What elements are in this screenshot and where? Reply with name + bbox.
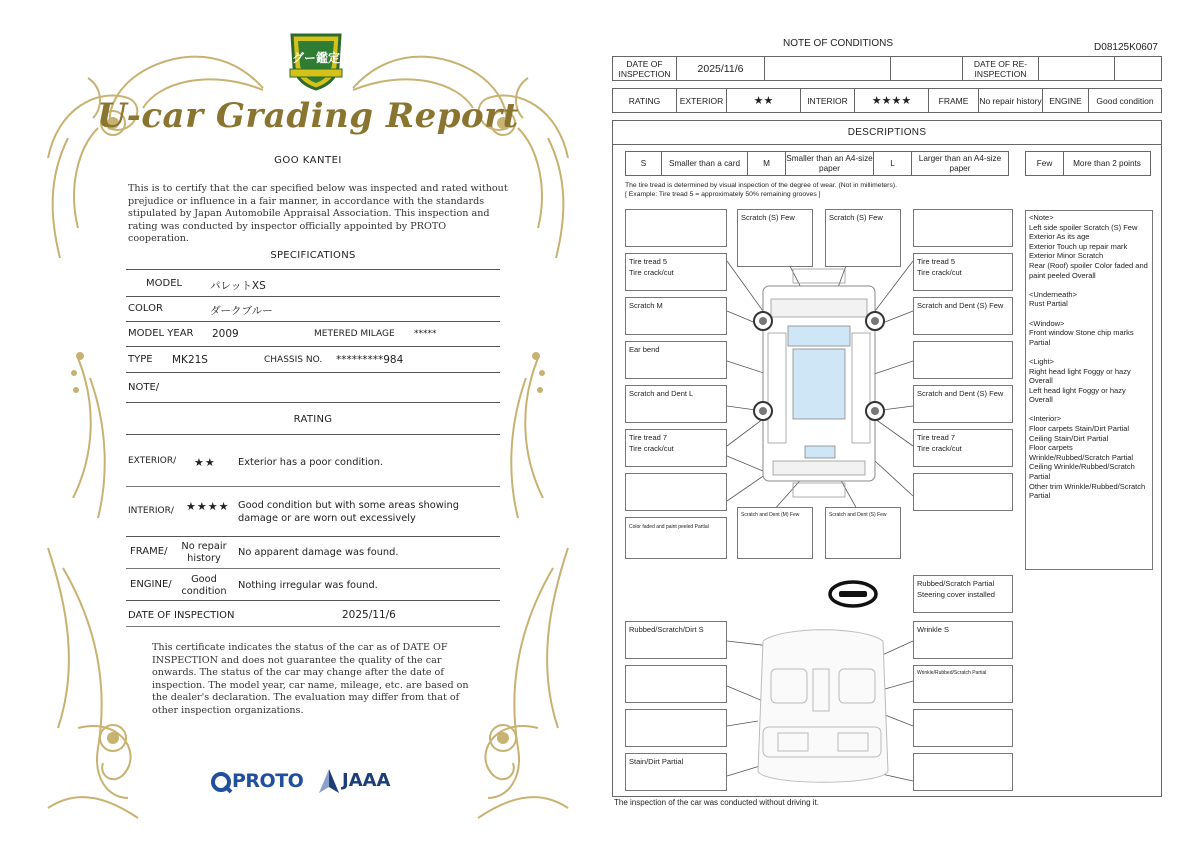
jaaa-logo-icon xyxy=(318,768,340,794)
interior-label: INTERIOR xyxy=(801,89,855,112)
proto-logo-icon xyxy=(210,771,234,795)
chassis-value: *********984 xyxy=(336,354,404,366)
rating-row xyxy=(612,88,1162,113)
divider xyxy=(126,321,500,322)
exterior-stars: ★★ xyxy=(194,456,216,469)
left-rear-tire-note: Tire tread 7 Tire crack/cut xyxy=(625,429,727,467)
divider xyxy=(126,372,500,373)
key-m: M xyxy=(748,152,786,175)
key-s: S xyxy=(626,152,662,175)
descriptions-heading: DESCRIPTIONS xyxy=(613,121,1161,145)
rear-scratch-dent-s-note: Scratch and Dent (S) Few xyxy=(825,507,901,559)
divider xyxy=(126,434,500,435)
engine-label: ENGINE xyxy=(1043,89,1089,112)
model-year-value: 2009 xyxy=(212,328,239,340)
blank-cell xyxy=(765,57,891,80)
diagram-box-empty xyxy=(625,473,727,511)
divider xyxy=(126,402,500,403)
certificate-subtitle: GOO KANTEI xyxy=(274,155,342,166)
inspection-dates-row xyxy=(612,56,1162,81)
interior-stain-note: Stain/Dirt Partial xyxy=(625,753,727,791)
engine-description: Nothing irregular was found. xyxy=(238,580,378,591)
note-general: <Note> Left side spoiler Scratch (S) Few Exterior As its age Exterior Touch up repair mark Exterior Minor Scratch Rear (Roof) spoiler Color faded and paint peeled Overall xyxy=(1029,213,1148,280)
divider xyxy=(126,626,500,627)
left-color-faded-note: Color faded and paint peeled Partial xyxy=(625,517,727,559)
divider xyxy=(126,536,500,537)
right-rear-tire-note: Tire tread 7 Tire crack/cut xyxy=(913,429,1013,467)
interior-rubbed-note: Rubbed/Scratch/Dirt S xyxy=(625,621,727,659)
rear-scratch-dent-m-note: Scratch and Dent (M) Few xyxy=(737,507,813,559)
note-window: <Window> Front window Stone chip marks Partial xyxy=(1029,318,1134,347)
divider xyxy=(126,296,500,297)
date-of-inspection-label: DATE OF INSPECTION xyxy=(128,610,235,621)
left-scratch-dent-note: Scratch and Dent L xyxy=(625,385,727,423)
engine-value: Good condition xyxy=(1096,95,1154,106)
front-left-note: Scratch (S) Few xyxy=(737,209,813,267)
left-scratch-note: Scratch M xyxy=(625,297,727,335)
diagram-box-empty xyxy=(913,209,1013,247)
car-top-view-icon xyxy=(754,269,884,497)
rating-label: RATING xyxy=(613,89,677,112)
exterior-stars: ★★ xyxy=(727,89,801,112)
diagram-box-empty xyxy=(913,709,1013,747)
interior-stars: ★★★★ xyxy=(186,500,230,513)
exterior-label: EXTERIOR/ xyxy=(128,456,177,466)
certificate-intro: This is to certify that the car specified below was inspected and rated without prejudice or influence in a fair manner, in accordance with the standards stipulated by Japan Automobile Appraisal Association. This inspection and rating was conducted by inspector officially appointed by PROTO cooperation. xyxy=(128,183,508,244)
rating-heading: RATING xyxy=(293,414,333,425)
date-of-inspection-value: 2025/11/6 xyxy=(342,609,396,621)
date-of-inspection-label: DATE OF INSPECTION xyxy=(613,57,677,80)
chassis-label: CHASSIS NO. xyxy=(264,355,323,365)
blank-cell xyxy=(1039,57,1115,80)
frame-value: No repair history xyxy=(181,541,227,564)
tread-note-line-1: The tire tread is determined by visual inspection of the degree of wear. (Not in millimeters). xyxy=(625,182,897,189)
date-of-inspection-value: 2025/11/6 xyxy=(677,57,765,80)
model-year-label: MODEL YEAR xyxy=(128,328,194,339)
note-light: <Light> Right head light Foggy or hazy Overall Left head light Foggy or hazy Overall xyxy=(1029,356,1131,405)
right-scratch-dent-note: Scratch and Dent (S) Few xyxy=(913,297,1013,335)
divider xyxy=(126,269,500,270)
proto-logo: PROTO xyxy=(232,770,304,792)
notes-column xyxy=(1025,210,1153,570)
exterior-label: EXTERIOR xyxy=(677,89,727,112)
key-few: Few xyxy=(1026,152,1064,175)
engine-label: ENGINE/ xyxy=(130,579,172,590)
frame-label: FRAME/ xyxy=(130,546,168,557)
tread-note-line-2: [ Example: Tire tread 5 = approximately 50% remaining grooves ] xyxy=(625,191,821,198)
divider xyxy=(126,568,500,569)
diagram-box-empty xyxy=(625,709,727,747)
blank-cell xyxy=(1115,57,1161,80)
diagram-box-empty xyxy=(913,753,1013,791)
right-scratch-dent-note-2: Scratch and Dent (S) Few xyxy=(913,385,1013,423)
note-footer: The inspection of the car was conducted without driving it. xyxy=(614,798,819,807)
engine-value: Good condition xyxy=(181,574,227,597)
divider xyxy=(126,600,500,601)
color-value: ダークブルー xyxy=(210,305,273,317)
blank-cell xyxy=(891,57,963,80)
note-underneath: <Underneath> Rust Partial xyxy=(1029,289,1077,309)
diagram-box-empty xyxy=(625,665,727,703)
frame-label: FRAME xyxy=(929,89,979,112)
diagram-box-empty xyxy=(913,341,1013,379)
document-id: D08125K0607 xyxy=(1094,42,1158,53)
metered-mileage-value: ***** xyxy=(414,329,437,339)
model-value: パレットXS xyxy=(210,280,266,292)
specifications-heading: SPECIFICATIONS xyxy=(270,250,356,261)
grading-certificate xyxy=(38,28,578,828)
front-right-note: Scratch (S) Few xyxy=(825,209,901,267)
steering-wheel-icon xyxy=(830,582,876,606)
type-label: TYPE xyxy=(128,354,153,365)
goo-kantei-badge xyxy=(288,31,344,91)
certificate-title: U-car Grading Report xyxy=(97,96,519,136)
interior-stars: ★★★★ xyxy=(855,89,929,112)
interior-label: INTERIOR/ xyxy=(128,506,174,516)
interior-wrinkle-note: Wrinkle S xyxy=(913,621,1013,659)
metered-mileage-label: METERED MILAGE xyxy=(314,329,395,339)
badge-label: グー鑑定 xyxy=(291,51,340,65)
key-s-desc: Smaller than a card xyxy=(662,152,748,175)
key-few-desc: More than 2 points xyxy=(1073,158,1141,168)
color-label: COLOR xyxy=(128,303,163,314)
exterior-description: Exterior has a poor condition. xyxy=(238,457,384,468)
note-label: NOTE/ xyxy=(128,382,160,393)
note-interior: <Interior> Floor carpets Stain/Dirt Partial Ceiling Stain/Dirt Partial Floor carpets Wrinkle/Rubbed/Scratch Partial Ceiling Wrinkle/Rubbed/Scratch Partial Other trim Wrinkle/Rubbed/Scratch Partial xyxy=(1029,414,1146,501)
frame-value: No repair history xyxy=(979,89,1043,112)
interior-description: Good condition but with some areas showing damage or are worn out excessively xyxy=(238,500,459,524)
model-label: MODEL xyxy=(146,278,183,289)
steering-note: Rubbed/Scratch Partial Steering cover installed xyxy=(913,575,1013,613)
type-value: MK21S xyxy=(172,354,208,366)
note-of-conditions xyxy=(610,34,1166,818)
diagram-box-empty xyxy=(913,473,1013,511)
left-ear-bend-note: Ear bend xyxy=(625,341,727,379)
key-l-desc: Larger than an A4-size paper xyxy=(918,153,1002,173)
certificate-footer: This certificate indicates the status of the car as of DATE OF INSPECTION and does not guarantee the quality of the car onwards. The status of the car may change after the date of inspection. The model year, car name, mileage, etc. are based on the dealer's declaration. The evaluation may differ from that of other inspection organizations. xyxy=(152,642,469,716)
key-m-desc: Smaller than an A4-size paper xyxy=(786,152,874,175)
left-front-tire-note: Tire tread 5 Tire crack/cut xyxy=(625,253,727,291)
key-l: L xyxy=(874,152,912,175)
diagram-box-empty xyxy=(625,209,727,247)
note-title: NOTE OF CONDITIONS xyxy=(783,38,893,49)
descriptions-panel xyxy=(612,120,1162,797)
right-front-tire-note: Tire tread 5 Tire crack/cut xyxy=(913,253,1013,291)
date-of-reinspection-label: DATE OF RE-INSPECTION xyxy=(963,57,1039,80)
car-interior-view-icon xyxy=(758,630,888,783)
jaaa-logo: JAAA xyxy=(342,770,391,791)
divider xyxy=(126,346,500,347)
divider xyxy=(126,486,500,487)
interior-wrinkle-rubbed-note: Wrinkle/Rubbed/Scratch Partial xyxy=(913,665,1013,703)
frame-description: No apparent damage was found. xyxy=(238,547,399,558)
